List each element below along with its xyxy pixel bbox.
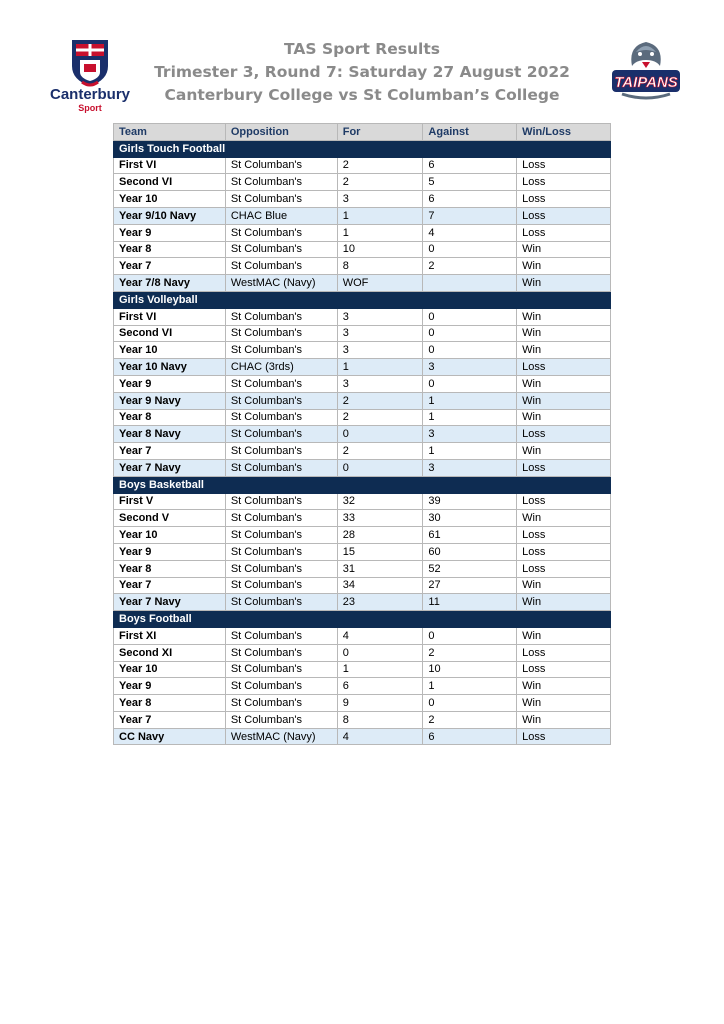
- cell-opposition: St Columban's: [225, 594, 337, 611]
- cell-result: Win: [517, 443, 611, 460]
- cell-team: Year 7/8 Navy: [114, 275, 226, 292]
- cell-against: 1: [423, 678, 517, 695]
- cell-team: Year 7 Navy: [114, 459, 226, 476]
- table-row: [114, 560, 611, 577]
- cell-opposition: St Columban's: [225, 678, 337, 695]
- table-row: [114, 459, 611, 476]
- table-row: [114, 728, 611, 745]
- cell-for: 2: [337, 392, 423, 409]
- cell-result: Loss: [517, 359, 611, 376]
- table-row: [114, 375, 611, 392]
- cell-result: Loss: [517, 728, 611, 745]
- cell-against: 11: [423, 594, 517, 611]
- table-row: [114, 695, 611, 712]
- cell-result: Loss: [517, 560, 611, 577]
- cell-for: 3: [337, 325, 423, 342]
- cell-against: 0: [423, 627, 517, 644]
- cell-against: 61: [423, 527, 517, 544]
- cell-team: Year 10: [114, 191, 226, 208]
- cell-against: [423, 275, 517, 292]
- cell-team: Year 7: [114, 258, 226, 275]
- cell-opposition: St Columban's: [225, 527, 337, 544]
- cell-opposition: St Columban's: [225, 426, 337, 443]
- cell-result: Win: [517, 627, 611, 644]
- cell-opposition: St Columban's: [225, 711, 337, 728]
- cell-against: 6: [423, 191, 517, 208]
- cell-result: Win: [517, 241, 611, 258]
- cell-team: Year 10: [114, 527, 226, 544]
- table-row: [114, 644, 611, 661]
- table-row: [114, 308, 611, 325]
- cell-for: 2: [337, 409, 423, 426]
- cell-result: Win: [517, 258, 611, 275]
- cell-for: 3: [337, 375, 423, 392]
- taipans-logo: [606, 36, 686, 104]
- cell-opposition: St Columban's: [225, 342, 337, 359]
- cell-opposition: St Columban's: [225, 241, 337, 258]
- table-row: [114, 275, 611, 292]
- cell-result: Loss: [517, 527, 611, 544]
- cell-team: CC Navy: [114, 728, 226, 745]
- cell-for: 0: [337, 644, 423, 661]
- table-row: [114, 577, 611, 594]
- cell-for: 0: [337, 426, 423, 443]
- title-line-1: TAS Sport Results: [284, 40, 440, 58]
- cell-for: 3: [337, 191, 423, 208]
- cell-result: Win: [517, 510, 611, 527]
- table-row: [114, 191, 611, 208]
- cell-for: 0: [337, 459, 423, 476]
- cell-against: 2: [423, 711, 517, 728]
- cell-result: Loss: [517, 207, 611, 224]
- cell-result: Win: [517, 375, 611, 392]
- cell-against: 2: [423, 644, 517, 661]
- cell-opposition: St Columban's: [225, 459, 337, 476]
- cell-result: Win: [517, 695, 611, 712]
- section-header-row: [114, 476, 611, 493]
- cell-against: 39: [423, 493, 517, 510]
- results-table: [113, 123, 611, 745]
- table-row: [114, 426, 611, 443]
- cell-for: 3: [337, 308, 423, 325]
- cell-result: Loss: [517, 426, 611, 443]
- cell-against: 1: [423, 392, 517, 409]
- cell-against: 3: [423, 359, 517, 376]
- cell-for: 3: [337, 342, 423, 359]
- cell-against: 0: [423, 308, 517, 325]
- table-row: [114, 678, 611, 695]
- cell-result: Win: [517, 325, 611, 342]
- cell-opposition: St Columban's: [225, 174, 337, 191]
- cell-team: Year 10: [114, 661, 226, 678]
- cell-result: Loss: [517, 644, 611, 661]
- cell-result: Win: [517, 678, 611, 695]
- cell-team: Year 9: [114, 224, 226, 241]
- cell-against: 60: [423, 543, 517, 560]
- taipans-snake-icon: [606, 36, 686, 104]
- cell-opposition: St Columban's: [225, 191, 337, 208]
- table-row: [114, 594, 611, 611]
- table-row: [114, 241, 611, 258]
- cell-opposition: CHAC (3rds): [225, 359, 337, 376]
- cell-opposition: St Columban's: [225, 543, 337, 560]
- cell-opposition: CHAC Blue: [225, 207, 337, 224]
- cell-opposition: WestMAC (Navy): [225, 728, 337, 745]
- cell-against: 6: [423, 157, 517, 174]
- cell-against: 1: [423, 409, 517, 426]
- cell-opposition: St Columban's: [225, 392, 337, 409]
- cell-team: Year 8: [114, 560, 226, 577]
- cell-team: Year 7: [114, 443, 226, 460]
- cell-team: Second V: [114, 510, 226, 527]
- cell-for: 34: [337, 577, 423, 594]
- table-row: [114, 493, 611, 510]
- table-row: [114, 174, 611, 191]
- cell-for: 31: [337, 560, 423, 577]
- cell-for: 4: [337, 627, 423, 644]
- header-opposition: Opposition: [225, 124, 337, 141]
- table-row: [114, 342, 611, 359]
- cell-opposition: St Columban's: [225, 375, 337, 392]
- table-row: [114, 443, 611, 460]
- table-row: [114, 409, 611, 426]
- cell-result: Win: [517, 342, 611, 359]
- table-row: [114, 359, 611, 376]
- logo-right-name: TAIPANS: [614, 74, 678, 91]
- cell-opposition: St Columban's: [225, 627, 337, 644]
- cell-for: 4: [337, 728, 423, 745]
- cell-team: Year 9: [114, 678, 226, 695]
- cell-for: 8: [337, 711, 423, 728]
- cell-team: Second VI: [114, 325, 226, 342]
- cell-opposition: St Columban's: [225, 224, 337, 241]
- cell-opposition: St Columban's: [225, 661, 337, 678]
- cell-opposition: St Columban's: [225, 510, 337, 527]
- cell-opposition: St Columban's: [225, 443, 337, 460]
- cell-result: Win: [517, 711, 611, 728]
- cell-team: Year 9: [114, 543, 226, 560]
- header-for: For: [337, 124, 423, 141]
- section-header-row: [114, 140, 611, 157]
- section-title: Girls Volleyball: [114, 291, 611, 308]
- cell-against: 6: [423, 728, 517, 745]
- logo-left-sub: Sport: [78, 103, 102, 113]
- cell-against: 0: [423, 241, 517, 258]
- cell-for: 1: [337, 661, 423, 678]
- cell-for: 15: [337, 543, 423, 560]
- cell-opposition: St Columban's: [225, 644, 337, 661]
- cell-team: First XI: [114, 627, 226, 644]
- cell-team: Second XI: [114, 644, 226, 661]
- cell-result: Loss: [517, 224, 611, 241]
- table-row: [114, 258, 611, 275]
- cell-against: 2: [423, 258, 517, 275]
- cell-result: Loss: [517, 493, 611, 510]
- cell-team: Year 8: [114, 409, 226, 426]
- cell-team: Year 7: [114, 577, 226, 594]
- cell-against: 3: [423, 459, 517, 476]
- table-row: [114, 224, 611, 241]
- cell-for: 1: [337, 359, 423, 376]
- cell-result: Loss: [517, 191, 611, 208]
- cell-result: Loss: [517, 543, 611, 560]
- cell-against: 30: [423, 510, 517, 527]
- cell-result: Win: [517, 392, 611, 409]
- table-row: [114, 510, 611, 527]
- cell-against: 0: [423, 695, 517, 712]
- title-line-3: Canterbury College vs St Columban’s College: [164, 86, 560, 104]
- section-header-row: [114, 291, 611, 308]
- cell-opposition: St Columban's: [225, 695, 337, 712]
- cell-team: Year 9: [114, 375, 226, 392]
- cell-result: Loss: [517, 174, 611, 191]
- cell-opposition: St Columban's: [225, 308, 337, 325]
- cell-result: Win: [517, 409, 611, 426]
- cell-opposition: St Columban's: [225, 577, 337, 594]
- table-row: [114, 325, 611, 342]
- section-title: Boys Basketball: [114, 476, 611, 493]
- cell-team: Year 7 Navy: [114, 594, 226, 611]
- cell-for: 2: [337, 443, 423, 460]
- cell-against: 3: [423, 426, 517, 443]
- cell-against: 10: [423, 661, 517, 678]
- cell-opposition: St Columban's: [225, 493, 337, 510]
- cell-for: 2: [337, 157, 423, 174]
- cell-result: Loss: [517, 157, 611, 174]
- canterbury-sport-logo: [40, 36, 140, 116]
- cell-result: Loss: [517, 661, 611, 678]
- cell-against: 1: [423, 443, 517, 460]
- page-title: [150, 38, 574, 107]
- cell-team: First V: [114, 493, 226, 510]
- cell-team: Year 8 Navy: [114, 426, 226, 443]
- cell-result: Win: [517, 275, 611, 292]
- cell-for: 1: [337, 207, 423, 224]
- cell-result: Win: [517, 308, 611, 325]
- cell-team: Year 8: [114, 695, 226, 712]
- cell-team: Second VI: [114, 174, 226, 191]
- table-header-row: [114, 124, 611, 141]
- cell-team: First VI: [114, 157, 226, 174]
- header-result: Win/Loss: [517, 124, 611, 141]
- cell-team: Year 10 Navy: [114, 359, 226, 376]
- cell-against: 52: [423, 560, 517, 577]
- results-body: [114, 140, 611, 745]
- cell-against: 27: [423, 577, 517, 594]
- cell-against: 5: [423, 174, 517, 191]
- cell-against: 4: [423, 224, 517, 241]
- cell-opposition: St Columban's: [225, 560, 337, 577]
- cell-against: 0: [423, 325, 517, 342]
- table-row: [114, 527, 611, 544]
- cell-for: 6: [337, 678, 423, 695]
- table-row: [114, 627, 611, 644]
- cell-opposition: St Columban's: [225, 409, 337, 426]
- cell-against: 0: [423, 375, 517, 392]
- cell-team: Year 8: [114, 241, 226, 258]
- cell-opposition: WestMAC (Navy): [225, 275, 337, 292]
- table-row: [114, 661, 611, 678]
- logo-left-name: Canterbury: [49, 86, 131, 103]
- header-against: Against: [423, 124, 517, 141]
- section-header-row: [114, 611, 611, 628]
- cell-for: 32: [337, 493, 423, 510]
- table-row: [114, 207, 611, 224]
- cell-for: 9: [337, 695, 423, 712]
- cell-for: 2: [337, 174, 423, 191]
- cell-for: 10: [337, 241, 423, 258]
- cell-for: WOF: [337, 275, 423, 292]
- canterbury-crest-icon: [40, 36, 140, 116]
- table-row: [114, 392, 611, 409]
- header-team: Team: [114, 124, 226, 141]
- table-row: [114, 711, 611, 728]
- cell-opposition: St Columban's: [225, 157, 337, 174]
- cell-for: 23: [337, 594, 423, 611]
- cell-against: 7: [423, 207, 517, 224]
- cell-result: Loss: [517, 459, 611, 476]
- cell-team: Year 10: [114, 342, 226, 359]
- cell-opposition: St Columban's: [225, 258, 337, 275]
- cell-for: 33: [337, 510, 423, 527]
- cell-for: 1: [337, 224, 423, 241]
- cell-opposition: St Columban's: [225, 325, 337, 342]
- cell-for: 8: [337, 258, 423, 275]
- cell-result: Win: [517, 577, 611, 594]
- cell-team: Year 9 Navy: [114, 392, 226, 409]
- title-line-2: Trimester 3, Round 7: Saturday 27 August 2022: [154, 63, 570, 81]
- cell-result: Win: [517, 594, 611, 611]
- cell-for: 28: [337, 527, 423, 544]
- cell-team: First VI: [114, 308, 226, 325]
- table-row: [114, 543, 611, 560]
- cell-team: Year 7: [114, 711, 226, 728]
- table-row: [114, 157, 611, 174]
- cell-against: 0: [423, 342, 517, 359]
- section-title: Girls Touch Football: [114, 140, 611, 157]
- section-title: Boys Football: [114, 611, 611, 628]
- cell-team: Year 9/10 Navy: [114, 207, 226, 224]
